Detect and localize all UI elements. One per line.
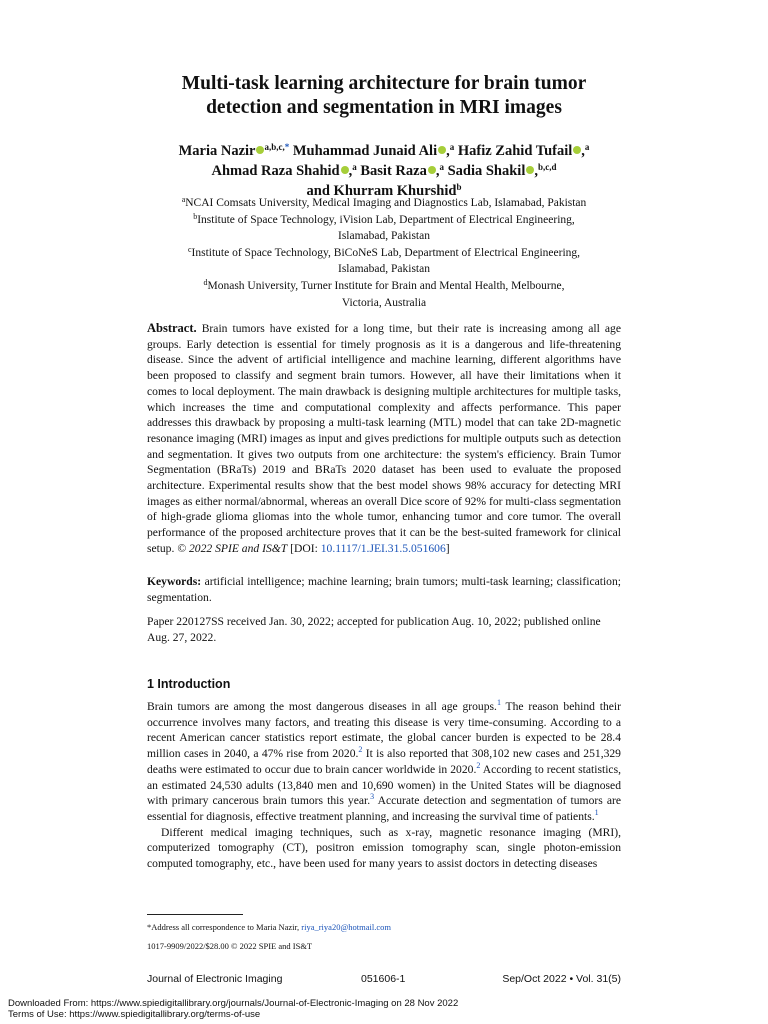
received-dates: Paper 220127SS received Jan. 30, 2022; accepted for publication Aug. 10, 2022; published online Aug. 27, 2022. <box>147 615 601 644</box>
affiliation <box>140 195 628 212</box>
author-affiliation-mark: b <box>456 182 462 192</box>
orcid-icon[interactable] <box>526 166 534 174</box>
issn-line: 1017-9909/2022/$28.00 © 2022 SPIE and IS&T <box>147 941 313 951</box>
reference-link[interactable]: 2 <box>476 760 481 770</box>
author-name: Hafiz Zahid Tufail <box>457 143 573 159</box>
author-name: Maria Nazir <box>178 143 256 159</box>
doi-prefix: [DOI: <box>290 541 321 555</box>
keywords-text: artificial intelligence; machine learning; brain tumors; multi-task learning; classification; segmentation. <box>147 575 621 604</box>
author-name: Ahmad Raza Shahid <box>211 163 340 179</box>
author-line-2: Ahmad Raza Shahid ,$^a$ Basit Raza ,$^a$ Sadia Shakil ,$^{b,c,d}$ <box>211 162 557 179</box>
affiliation-text: Monash University, Turner Institute for Brain and Mental Health, Melbourne, <box>207 279 565 292</box>
affiliation <box>140 245 628 278</box>
footer-issue: Sep/Oct 2022 • Vol. 31(5) <box>502 973 621 985</box>
affiliation-mark: a <box>181 195 186 204</box>
author-affiliation-mark: a <box>584 142 590 152</box>
title-line-2: detection and segmentation in MRI images <box>206 97 562 118</box>
email-link[interactable]: riya_riya20@hotmail.com <box>301 922 392 932</box>
affiliation-text: Victoria, Australia <box>341 296 427 309</box>
paragraph-text: It is also reported that 308,102 new cases and 251,329 deaths were estimated to occur due to brain cancer worldwide in 2020. <box>147 747 621 776</box>
affiliation-mark: c <box>187 244 192 254</box>
corresponding-author-mark[interactable]: * <box>284 142 290 152</box>
keywords-label: Keywords: <box>147 575 202 588</box>
affiliation-mark: d <box>203 277 208 287</box>
author-name: Muhammad Junaid Ali <box>292 143 438 159</box>
section-body <box>147 699 621 872</box>
paragraph-1 <box>147 699 621 825</box>
paper-title <box>100 72 668 120</box>
title-line-1: Multi-task learning architecture for brain tumor <box>181 73 587 94</box>
affiliation-text: NCAI Comsats University, Medical Imaging and Diagnostics Lab, Islamabad, Pakistan <box>185 197 587 209</box>
abstract <box>147 321 621 557</box>
reference-link[interactable]: 3 <box>370 792 375 802</box>
affiliation-text: Institute of Space Technology, iVision Lab, Department of Electrical Engineering, <box>197 213 575 226</box>
author-affiliation-mark: b,c,d <box>538 162 557 172</box>
author-affiliation-mark: a,b,c, <box>264 142 285 152</box>
author-line-1: Maria Nazir $^{a,b,c,*}$ Muhammad Junaid Ali ,$^a$ Hafiz Zahid Tufail ,$^a$ <box>178 142 590 159</box>
paragraph-text: Accurate detection and segmentation of tumors are essential for diagnosis, effective treatment planning, and increasing the survival time of patients. <box>147 794 621 823</box>
author-name: Basit Raza <box>360 163 427 179</box>
affiliation <box>140 278 628 311</box>
download-notice <box>8 998 758 1020</box>
footer-page-number: 051606-1 <box>361 973 406 985</box>
download-line[interactable]: Downloaded From: https://www.spiedigitallibrary.org/journals/Journal-of-Electronic-Imaging on 28 Nov 2022 <box>8 998 459 1009</box>
footnote <box>147 921 621 933</box>
orcid-icon[interactable] <box>438 146 446 154</box>
section-heading: 1 Introduction <box>147 677 231 691</box>
affiliation-list <box>140 195 628 311</box>
affiliation-text: Islamabad, Pakistan <box>338 263 430 276</box>
reference-link[interactable]: 1 <box>496 698 501 707</box>
orcid-icon[interactable] <box>573 146 581 154</box>
paragraph-2: Different medical imaging techniques, such as x-ray, magnetic resonance imaging (MRI), computerized tomography (CT), positron emission tomography scan, single photon-emission computed tomography, etc., have been used for many years to assist doctors in detecting diseases <box>147 825 621 871</box>
author-name: and Khurram Khurshid <box>306 183 457 199</box>
abstract-text: Brain tumors have existed for a long time, but their rate is increasing among all age groups. Early detection is essential for timely prognosis as it is a dangerous and life-threatening disease. Since the advent of artificial intelligence and machine learning, different algorithms have been proposed to classify and segment brain tumors. However, all have their limitations when it comes to local deployment. The main drawback is designing multiple architectures for multiple tasks, which increases the time and computational complexity and affects performance. This paper addresses this drawback by proposing a multi-task learning (MTL) model that can take 2D-magnetic resonance imaging (MRI) images as input and gives predictions for multiple outputs such as detection and segmentation. It gives two outputs from one architecture: the system's efficiency. Brain Tumor Segmentation (BRaTs) 2019 and BRaTs 2020 dataset has been used to evaluate the proposed architecture. Experimental results show that the best model shows 98% accuracy for detecting MRI images as either normal/abnormal, whereas an overall Dice score of 92% for multi-class segmentation of high-grade glioma gliomas into the whole tumor, enhancing tumor and core tumor. The overall performance of the proposed architecture proves that it can be the best-suited framework for clinical setup. <box>147 322 621 555</box>
terms-line[interactable]: Terms of Use: https://www.spiedigitallibrary.org/terms-of-use <box>8 1009 261 1020</box>
author-affiliation-mark: a <box>449 142 455 152</box>
paragraph-text: According to recent statistics, an estimated 24,530 adults (13,840 men and 10,690 women) in the United States will be diagnosed with primary cancerous brain tumors this year. <box>147 762 621 808</box>
affiliation-text: Islamabad, Pakistan <box>338 230 430 243</box>
affiliation-mark: b <box>193 211 198 221</box>
author-affiliation-mark: a <box>352 162 357 172</box>
footer-journal: Journal of Electronic Imaging <box>147 973 283 985</box>
orcid-icon[interactable] <box>341 166 349 174</box>
footnote-text: *Address all correspondence to Maria Nazir, <box>147 922 302 932</box>
keywords <box>147 574 621 605</box>
abstract-copyright: © 2022 SPIE and IS&T <box>177 541 288 555</box>
orcid-icon[interactable] <box>428 166 436 174</box>
affiliation-text: Institute of Space Technology, BiCoNeS Lab, Department of Electrical Engineering, <box>191 246 581 259</box>
reference-link[interactable]: 2 <box>358 745 363 755</box>
abstract-label: Abstract. <box>147 321 197 335</box>
author-name: Sadia Shakil <box>447 163 526 179</box>
doi-link[interactable]: 10.1117/1.JEI.31.5.051606 <box>320 541 446 555</box>
author-list <box>100 141 668 201</box>
author-affiliation-mark: a <box>439 162 444 172</box>
footnote-divider <box>147 914 243 915</box>
paragraph-text: The reason behind their occurrence involves many factors, and treating this disease is very time-consuming. According to a recent American cancer statistics report estimate, the global cancer burden is expected to be 28.4 million cases in 2040, a 47% rise from 2020. <box>147 700 621 761</box>
paragraph-text: Brain tumors are among the most dangerous diseases in all age groups. <box>147 700 497 713</box>
reference-link[interactable]: 1 <box>594 807 599 817</box>
doi-suffix: ] <box>445 541 450 555</box>
affiliation <box>140 212 628 245</box>
